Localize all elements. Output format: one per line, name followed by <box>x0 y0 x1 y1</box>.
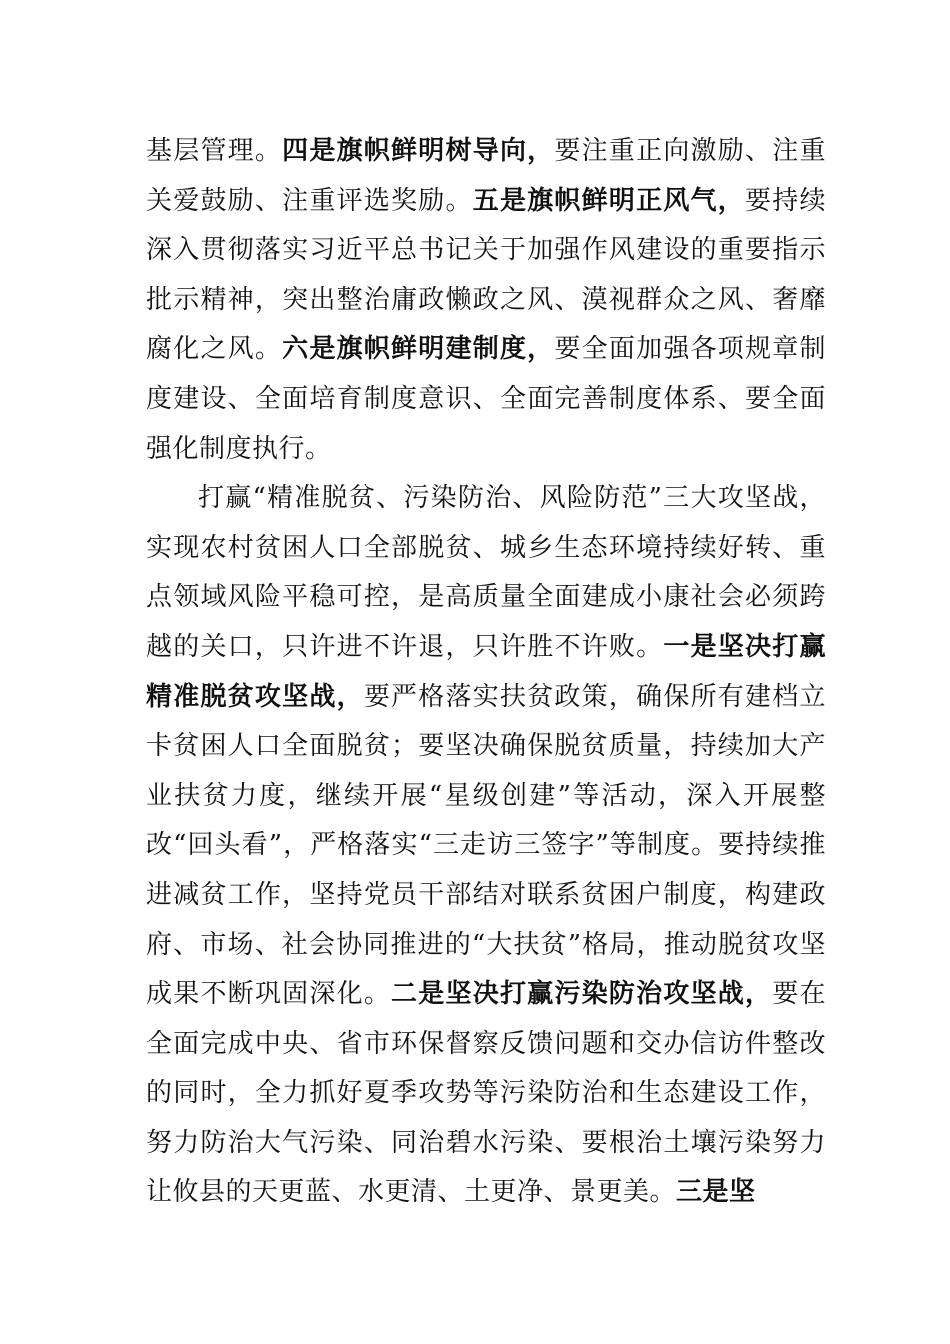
heading-segment-3: 三是坚 <box>676 1177 756 1208</box>
heading-segment-5: 五是旗帜鲜明正风气， <box>472 185 746 216</box>
paragraph-2 <box>146 474 826 1218</box>
text-segment: 要全面加强各项规章制度建设、全面培育制度意识、全面完善制度体系、要全面强化制度执行。 <box>146 334 826 464</box>
text-segment: 要严格落实扶贫政策，确保所有建档立卡贫困人口全面脱贫；要坚决确保脱贫质量，持续加大产业扶贫力度，继续开展“星级创建”等活动，深入开展整改“回头看”，严格落实“三走访三签字”等制度。要持续推进减贫工作，坚持党员干部结对联系贫困户制度，构建政府、市场、社会协同推进的“大扶贫”格局，推动脱贫攻坚成果不断巩固深化。 <box>146 681 826 1010</box>
text-segment: 基层管理。 <box>146 136 283 166</box>
document-body <box>146 127 826 1218</box>
text-segment: 要在全面完成中央、省市环保督察反馈问题和交办信访件整改的同时，全力抓好夏季攻势等污染防治和生态建设工作，努力防治大气污染、同治碧水污染、要根治土壤污染努力让攸县的天更蓝、水更清、土更净、景更美。 <box>146 979 826 1208</box>
heading-segment-4: 四是旗帜鲜明树导向， <box>282 136 555 166</box>
heading-segment-2: 二是坚决打赢污染防治攻坚战， <box>391 979 773 1010</box>
heading-segment-6: 六是旗帜鲜明建制度， <box>282 334 555 365</box>
paragraph-1 <box>146 127 826 474</box>
text-segment: 打赢“精准脱贫、污染防治、风险防范”三大攻坚战，实现农村贫困人口全部脱贫、城乡生态环境持续好转、重点领域风险平稳可控，是高质量全面建成小康社会必须跨越的关口，只许进不许退，只许胜不许败。 <box>146 483 826 662</box>
text-segment: 要注重正向激励、注重关爱鼓励、注重评选奖励。 <box>146 136 826 216</box>
heading-segment-1: 一是坚决打赢精准脱贫攻坚战， <box>146 631 826 712</box>
text-segment: 要持续深入贯彻落实习近平总书记关于加强作风建设的重要指示批示精神，突出整治庸政懒政之风、漠视群众之风、奢靡腐化之风。 <box>146 185 826 365</box>
